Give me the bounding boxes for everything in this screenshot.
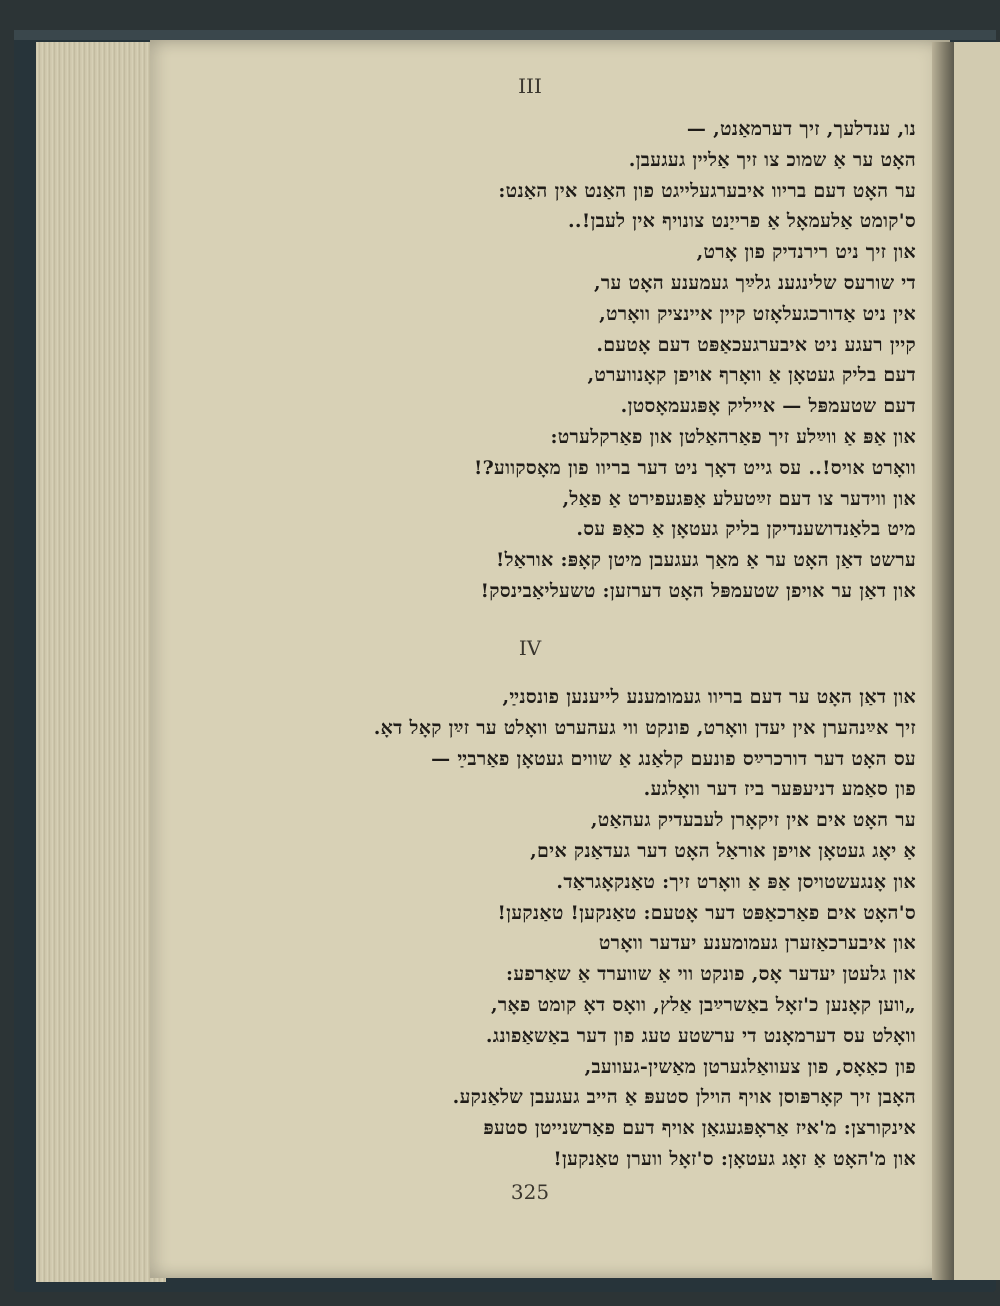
poem-line: אינקורצן: מ'איז אַראָפּגעגאַן אויף דעם פאַרשנייטן סטעפּ (483, 1117, 916, 1140)
poem-line: דעם בליק געטאָן אַ וואָרף אויפן קאָנווערט, (587, 364, 916, 387)
poem-line: ס'קומט אַלעמאָל אַ פרייַנט צונויף אין לעבן!.. (568, 210, 916, 233)
poem-line: ערשט דאַן האָט ער אַ מאַך געגעבן מיטן קאָפּ: אוראַל! (495, 549, 916, 572)
poem-line: און דאַן ער אויפן שטעמפּל האָט דערזען: טשעליאַבינסק! (480, 579, 916, 602)
poem-line: פון כאַאָס, פון צעוואַלגערטן מאַשין-געוועב, (584, 1055, 916, 1078)
poem-line: מיט בלאַנדושענדיקן בליק געטאָן אַ כאַפּ עס. (576, 518, 916, 541)
poem-line: אַ יאָג געטאָן אויפן אוראַל האָט דער געדאַנק אים, (530, 839, 916, 862)
poem-line: וואָלט עס דערמאָנט די ערשטע טעג פון דער באַשאַפונג. (485, 1024, 916, 1047)
poem-line: און איבערכאַזערן געמומענע יעדער וואָרט (598, 932, 916, 955)
page-stack-edges (36, 42, 166, 1282)
poem-line: און זיך ניט רירנדיק פון אָרט, (696, 241, 916, 264)
poem-line: ער האָט דעם בריוו איבערגעלייגט פון האַנט אין האַנט: (498, 179, 916, 202)
poem-line: און ווידער צו דעם זײַטעלע אַפּגעפירט אַ פאַל, (562, 487, 916, 510)
poem-line: און אָנגעשטויסן אַפּ אַ וואָרט זיך: טאַנקאָגראַד. (556, 870, 916, 893)
poem-line: קיין רעגע ניט איבערגעכאַפּט דעם אָטעם. (596, 333, 916, 356)
poem-line: האָבן זיך קאָרפּוסן אויף הוילן סטעפּ אַ הייב געגעבן שלאַנקע. (452, 1086, 916, 1109)
poem-line: און גלעטן יעדער אָס, פונקט ווי אַ שווערד אַ שאַרפע: (506, 963, 916, 986)
poem-line: ער האָט אים אין זיקאָרן לעבעדיק געהאַט, (590, 809, 916, 832)
book-gutter (932, 42, 954, 1280)
poem-line: די שורעס שלינגענ גלײַך געמענע האָט ער, (593, 271, 916, 294)
poem-section-iii (216, 114, 916, 607)
poem-line: ס'האָט אים פאַרכאַפּט דער אָטעם: טאַנקען! טאַנקען! (497, 901, 916, 924)
poem-line: דעם שטעמפּל — אייליק אָפּגעמאָסטן. (620, 395, 916, 418)
poem-line: און אַפּ אַ ווײַלע זיך פאַרהאַלטן און פאַרקלערט: (550, 425, 916, 448)
poem-line: וואָרט אויס!.. עס גייט דאָך ניט דער בריוו פון מאָסקווע?! (473, 456, 916, 479)
page-number: 325 (510, 1180, 550, 1204)
poem-line: עס האָט דער דורכרײַס פונעם קלאַנג אַ שווים געטאָן פאַרבײַ — (431, 747, 916, 770)
poem-line: נו, ענדלעך, זיך דערמאַנט, — (686, 118, 916, 140)
section-heading-iv: IV (518, 636, 542, 660)
poem-line: האָט ער אַ שמוכ צו זיך אַליין געגעבן. (628, 148, 916, 171)
poem-line: פון סאַמע דניעפּער ביז דער וואָלגע. (643, 778, 916, 801)
cover-edge (14, 30, 996, 40)
poem-line: „ווען קאָנען כ'זאָל באַשרײַבן אַלץ, וואָס דאָ קומט פאָר, (491, 993, 916, 1016)
poem-section-iv (216, 682, 916, 1175)
facing-page-edge (954, 42, 1000, 1280)
poem-line: זיך אײַנהערן אין יעדן וואָרט, פונקט ווי געהערט וואָלט ער זײַן קאָל דאָ. (373, 716, 916, 739)
poem-line: און דאַן האָט ער דעם בריוו געמומענע לייענען פונסנײַ, (502, 686, 916, 708)
poem-line: אין ניט אַדורכגעלאָזט קיין איינציק וואָרט, (599, 302, 916, 325)
poem-line: און מ'האָט אַ זאָג געטאָן: ס'זאָל ווערן טאַנקען! (553, 1147, 916, 1170)
section-heading-iii: III (518, 74, 542, 98)
